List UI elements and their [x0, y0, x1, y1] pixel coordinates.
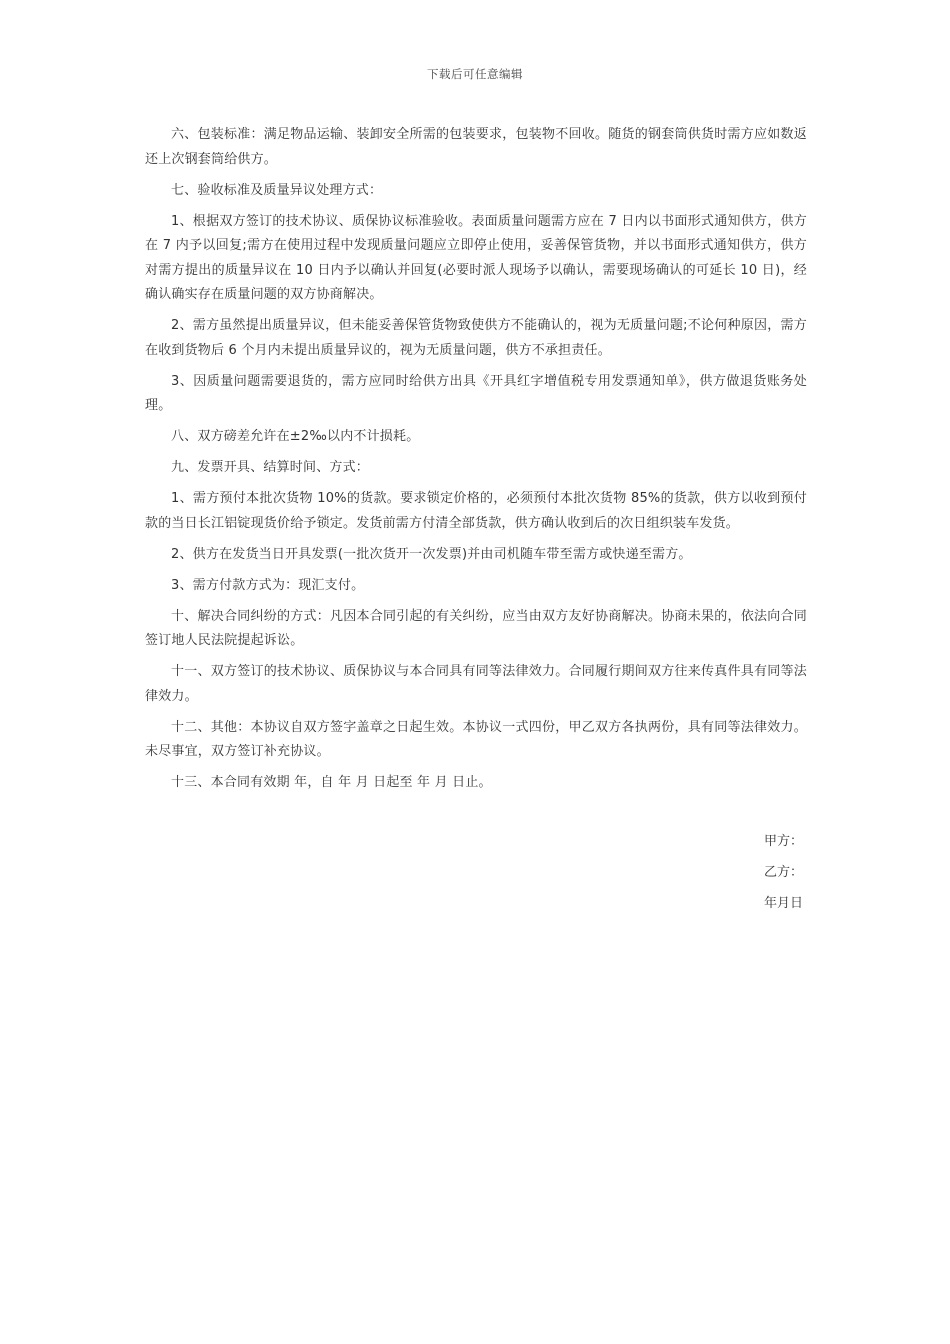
- clause-invoice-2: 2、供方在发货当日开具发票(一批次货开一次发票)并由司机随车带至需方或快递至需方。: [171, 546, 692, 562]
- clause-invoice-heading: 九、发票开具、结算时间、方式：: [171, 460, 370, 475]
- signature-date: 年月日: [764, 896, 804, 911]
- clause-validity-docs: 十一、双方签订的技术协议、质保协议与本合同具有同等法律效力。合同履行期间双方往来传真件具有同等法律效力。: [145, 664, 807, 704]
- clause-other: 十二、其他：本协议自双方签字盖章之日起生效。本协议一式四份，甲乙双方各执两份，具有同等法律效力。未尽事宜，双方签订补充协议。: [145, 719, 807, 759]
- signature-party-b: 乙方：: [764, 865, 804, 880]
- signature-party-a: 甲方：: [764, 834, 804, 849]
- clause-invoice-3: 3、需方付款方式为：现汇支付。: [171, 577, 365, 593]
- clause-weighing: 八、双方磅差允许在±2‰以内不计损耗。: [171, 429, 420, 444]
- clause-invoice-1: 1、需方预付本批次货物 10%的货款。要求锁定价格的，必须预付本批次货物 85%的货款，供方以收到预付款的当日长江铝锭现货价给予锁定。发货前需方付清全部货款，供方确认收到后的次日组织装车发货。: [145, 491, 807, 531]
- clause-acceptance-2: 2、需方虽然提出质量异议，但未能妥善保管货物致使供方不能确认的，视为无质量问题;不论何种原因，需方在收到货物后 6 个月内未提出质量异议的，视为无质量问题，供方不承担责任。: [145, 318, 807, 358]
- clause-acceptance-1: 1、根据双方签订的技术协议、质保协议标准验收。表面质量问题需方应在 7 日内以书面形式通知供方，供方在 7 内予以回复;需方在使用过程中发现质量问题应立即停止使用，妥善保管货物，并以书面形式通知供方，供方对需方提出的质量异议在 10 日内予以确认并回复(必要时派人现场予以确认，需要现场确认的可延长 10 日)，经确认确实存在质量问题的双方协商解决。: [145, 213, 807, 302]
- clause-acceptance-3: 3、因质量问题需要退货的，需方应同时给供方出具《开具红字增值税专用发票通知单》，供方做退货账务处理。: [145, 373, 807, 413]
- page-header: 下载后可任意编辑: [427, 67, 523, 81]
- clause-dispute: 十、解决合同纠纷的方式：凡因本合同引起的有关纠纷，应当由双方友好协商解决。协商未果的，依法向合同签订地人民法院提起诉讼。: [145, 608, 807, 648]
- clause-term: 十三、本合同有效期 年，自 年 月 日起至 年 月 日止。: [171, 775, 492, 790]
- contract-body: [145, 123, 807, 802]
- clause-packaging: 六、包装标准：满足物品运输、装卸安全所需的包装要求，包装物不回收。随货的钢套筒供货时需方应如数返还上次钢套筒给供方。: [145, 127, 807, 167]
- clause-acceptance-heading: 七、验收标准及质量异议处理方式：: [171, 182, 383, 198]
